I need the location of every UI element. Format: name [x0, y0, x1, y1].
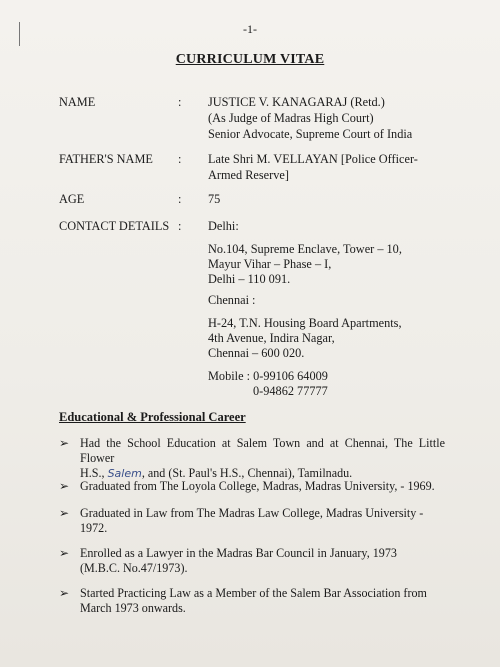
list-item-text: Graduated from The Loyola College, Madras, Madras University, - 1969. [80, 479, 435, 493]
address-line: 4th Avenue, Indira Nagar, [208, 331, 335, 345]
arrow-bullet-icon: ➢ [59, 436, 70, 450]
mobile-line: Mobile : 0-99106 64009 [208, 369, 328, 383]
list-item-text: Graduated in Law from The Madras Law College, Madras University - [80, 506, 424, 520]
address-line: No.104, Supreme Enclave, Tower – 10, [208, 242, 402, 256]
age-value-text: 75 [208, 192, 221, 206]
arrow-bullet-icon: ➢ [59, 546, 70, 560]
name-line: (As Judge of Madras High Court) [208, 111, 374, 125]
delhi-heading [208, 218, 468, 234]
list-item [59, 586, 445, 616]
chennai-address [208, 316, 402, 361]
father-line: Armed Reserve] [208, 168, 289, 182]
chennai-heading-text: Chennai : [208, 293, 256, 307]
name-line: Senior Advocate, Supreme Court of India [208, 127, 413, 141]
mobile-line: 0-94862 77777 [253, 384, 328, 398]
address-line: Delhi – 110 091. [208, 272, 291, 286]
text-part: H.S., [80, 466, 108, 480]
contact-colon: : [178, 219, 182, 233]
father-label: FATHER'S NAME [59, 152, 153, 166]
address-line: Chennai – 600 020. [208, 346, 305, 360]
age-label: AGE [59, 192, 85, 206]
chennai-heading [208, 293, 255, 308]
address-line: H-24, T.N. Housing Board Apartments, [208, 316, 402, 330]
list-item [59, 506, 445, 536]
text-part: , and (St. Paul's H.S., Chennai), Tamilnadu. [141, 466, 353, 480]
father-colon: : [178, 152, 182, 166]
address-line: Mayur Vihar – Phase – I, [208, 257, 332, 271]
list-item [59, 436, 445, 481]
list-item-text: Had the School Education at Salem Town and at Chennai, The Little Flower [80, 436, 445, 465]
delhi-heading-text: Delhi: [208, 219, 239, 233]
father-line: Late Shri M. VELLAYAN [Police Officer- [208, 152, 418, 166]
name-label: NAME [59, 95, 96, 109]
handwritten-annotation: Salem [107, 467, 142, 480]
list-item-text: March 1973 onwards. [80, 601, 186, 615]
age-colon: : [178, 192, 182, 206]
contact-label: CONTACT DETAILS [59, 219, 170, 233]
list-item [59, 546, 445, 576]
list-item-text: (M.B.C. No.47/1973). [80, 561, 188, 575]
page-title: CURRICULUM VITAE [175, 52, 325, 67]
arrow-bullet-icon: ➢ [59, 506, 70, 520]
father-value [208, 151, 468, 183]
list-item-text: 1972. [80, 521, 108, 535]
arrow-bullet-icon: ➢ [59, 586, 70, 600]
mobile-numbers [208, 369, 328, 399]
delhi-address [208, 242, 402, 287]
arrow-bullet-icon: ➢ [59, 479, 70, 493]
list-item-text: Started Practicing Law as a Member of the Salem Bar Association from [80, 586, 427, 600]
section-heading: Educational & Professional Career [59, 410, 246, 424]
name-colon: : [178, 95, 182, 109]
name-line: JUSTICE V. KANAGARAJ (Retd.) [208, 95, 385, 109]
list-item [59, 479, 445, 494]
name-value [208, 94, 468, 142]
age-value [208, 191, 468, 207]
list-item-text: Enrolled as a Lawyer in the Madras Bar Council in January, 1973 [80, 546, 397, 560]
page-number: -1- [243, 22, 257, 36]
